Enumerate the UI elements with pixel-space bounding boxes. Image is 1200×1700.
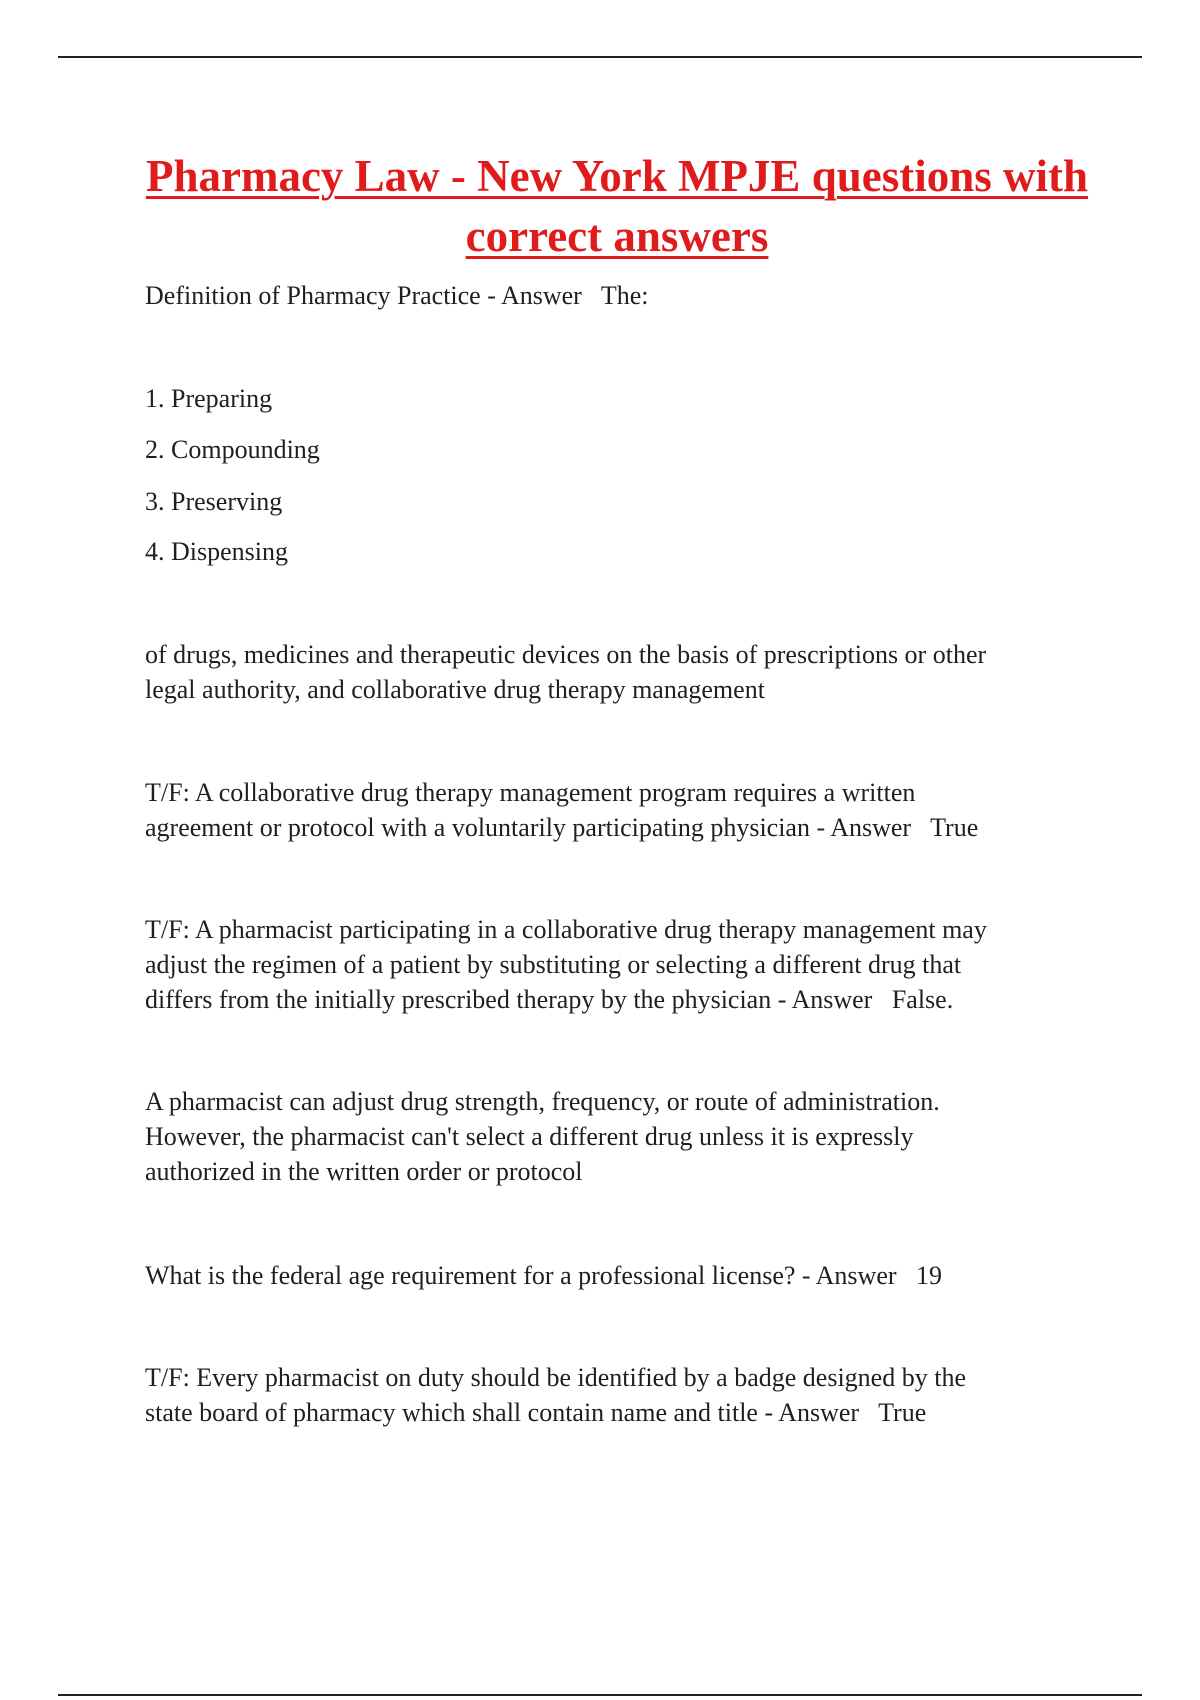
definition-continuation	[145, 637, 1085, 707]
answer-text: 19	[916, 1261, 943, 1290]
answer-text: True	[930, 813, 979, 842]
text-line: of drugs, medicines and therapeutic devices on the basis of prescriptions or other	[145, 640, 987, 669]
list-item-compounding: 2. Compounding	[145, 435, 320, 464]
answer-text: True	[878, 1398, 927, 1427]
document-title: Pharmacy Law - New York MPJE questions with correct answers	[145, 151, 1089, 261]
text-line: T/F: A collaborative drug therapy management program requires a written	[145, 778, 916, 807]
top-rule	[58, 56, 1142, 58]
qa-age-requirement	[145, 1258, 1085, 1293]
explanation-paragraph	[145, 1084, 1085, 1189]
text-line: authorized in the written order or protocol	[145, 1157, 583, 1186]
bottom-rule	[58, 1694, 1142, 1696]
list-item-dispensing: 4. Dispensing	[145, 537, 288, 566]
text-line: agreement or protocol with a voluntarily participating physician - Answer	[145, 813, 912, 842]
text-line: A pharmacist can adjust drug strength, frequency, or route of administration.	[145, 1087, 940, 1116]
text-line: T/F: A pharmacist participating in a collaborative drug therapy management may	[145, 915, 987, 944]
qa-adjust-regimen	[145, 912, 1085, 1017]
question-text: Definition of Pharmacy Practice - Answer	[145, 281, 582, 310]
text-line: adjust the regimen of a patient by substituting or selecting a different drug that	[145, 950, 962, 979]
text-line: T/F: Every pharmacist on duty should be identified by a badge designed by the	[145, 1363, 966, 1392]
definition-question	[145, 278, 1085, 313]
text-line: state board of pharmacy which shall contain name and title - Answer	[145, 1398, 860, 1427]
qa-collaborative-program	[145, 775, 1085, 845]
text-line: differs from the initially prescribed therapy by the physician - Answer	[145, 985, 873, 1014]
text-line: However, the pharmacist can't select a different drug unless it is expressly	[145, 1122, 914, 1151]
text-line: legal authority, and collaborative drug therapy management	[145, 675, 765, 704]
list-item-preparing: 1. Preparing	[145, 384, 273, 413]
qa-badge	[145, 1360, 1085, 1430]
list-item-preserving: 3. Preserving	[145, 487, 283, 516]
answer-text: False.	[891, 985, 954, 1014]
answer-text: The:	[600, 281, 649, 310]
text-line: What is the federal age requirement for a professional license? - Answer	[145, 1261, 897, 1290]
